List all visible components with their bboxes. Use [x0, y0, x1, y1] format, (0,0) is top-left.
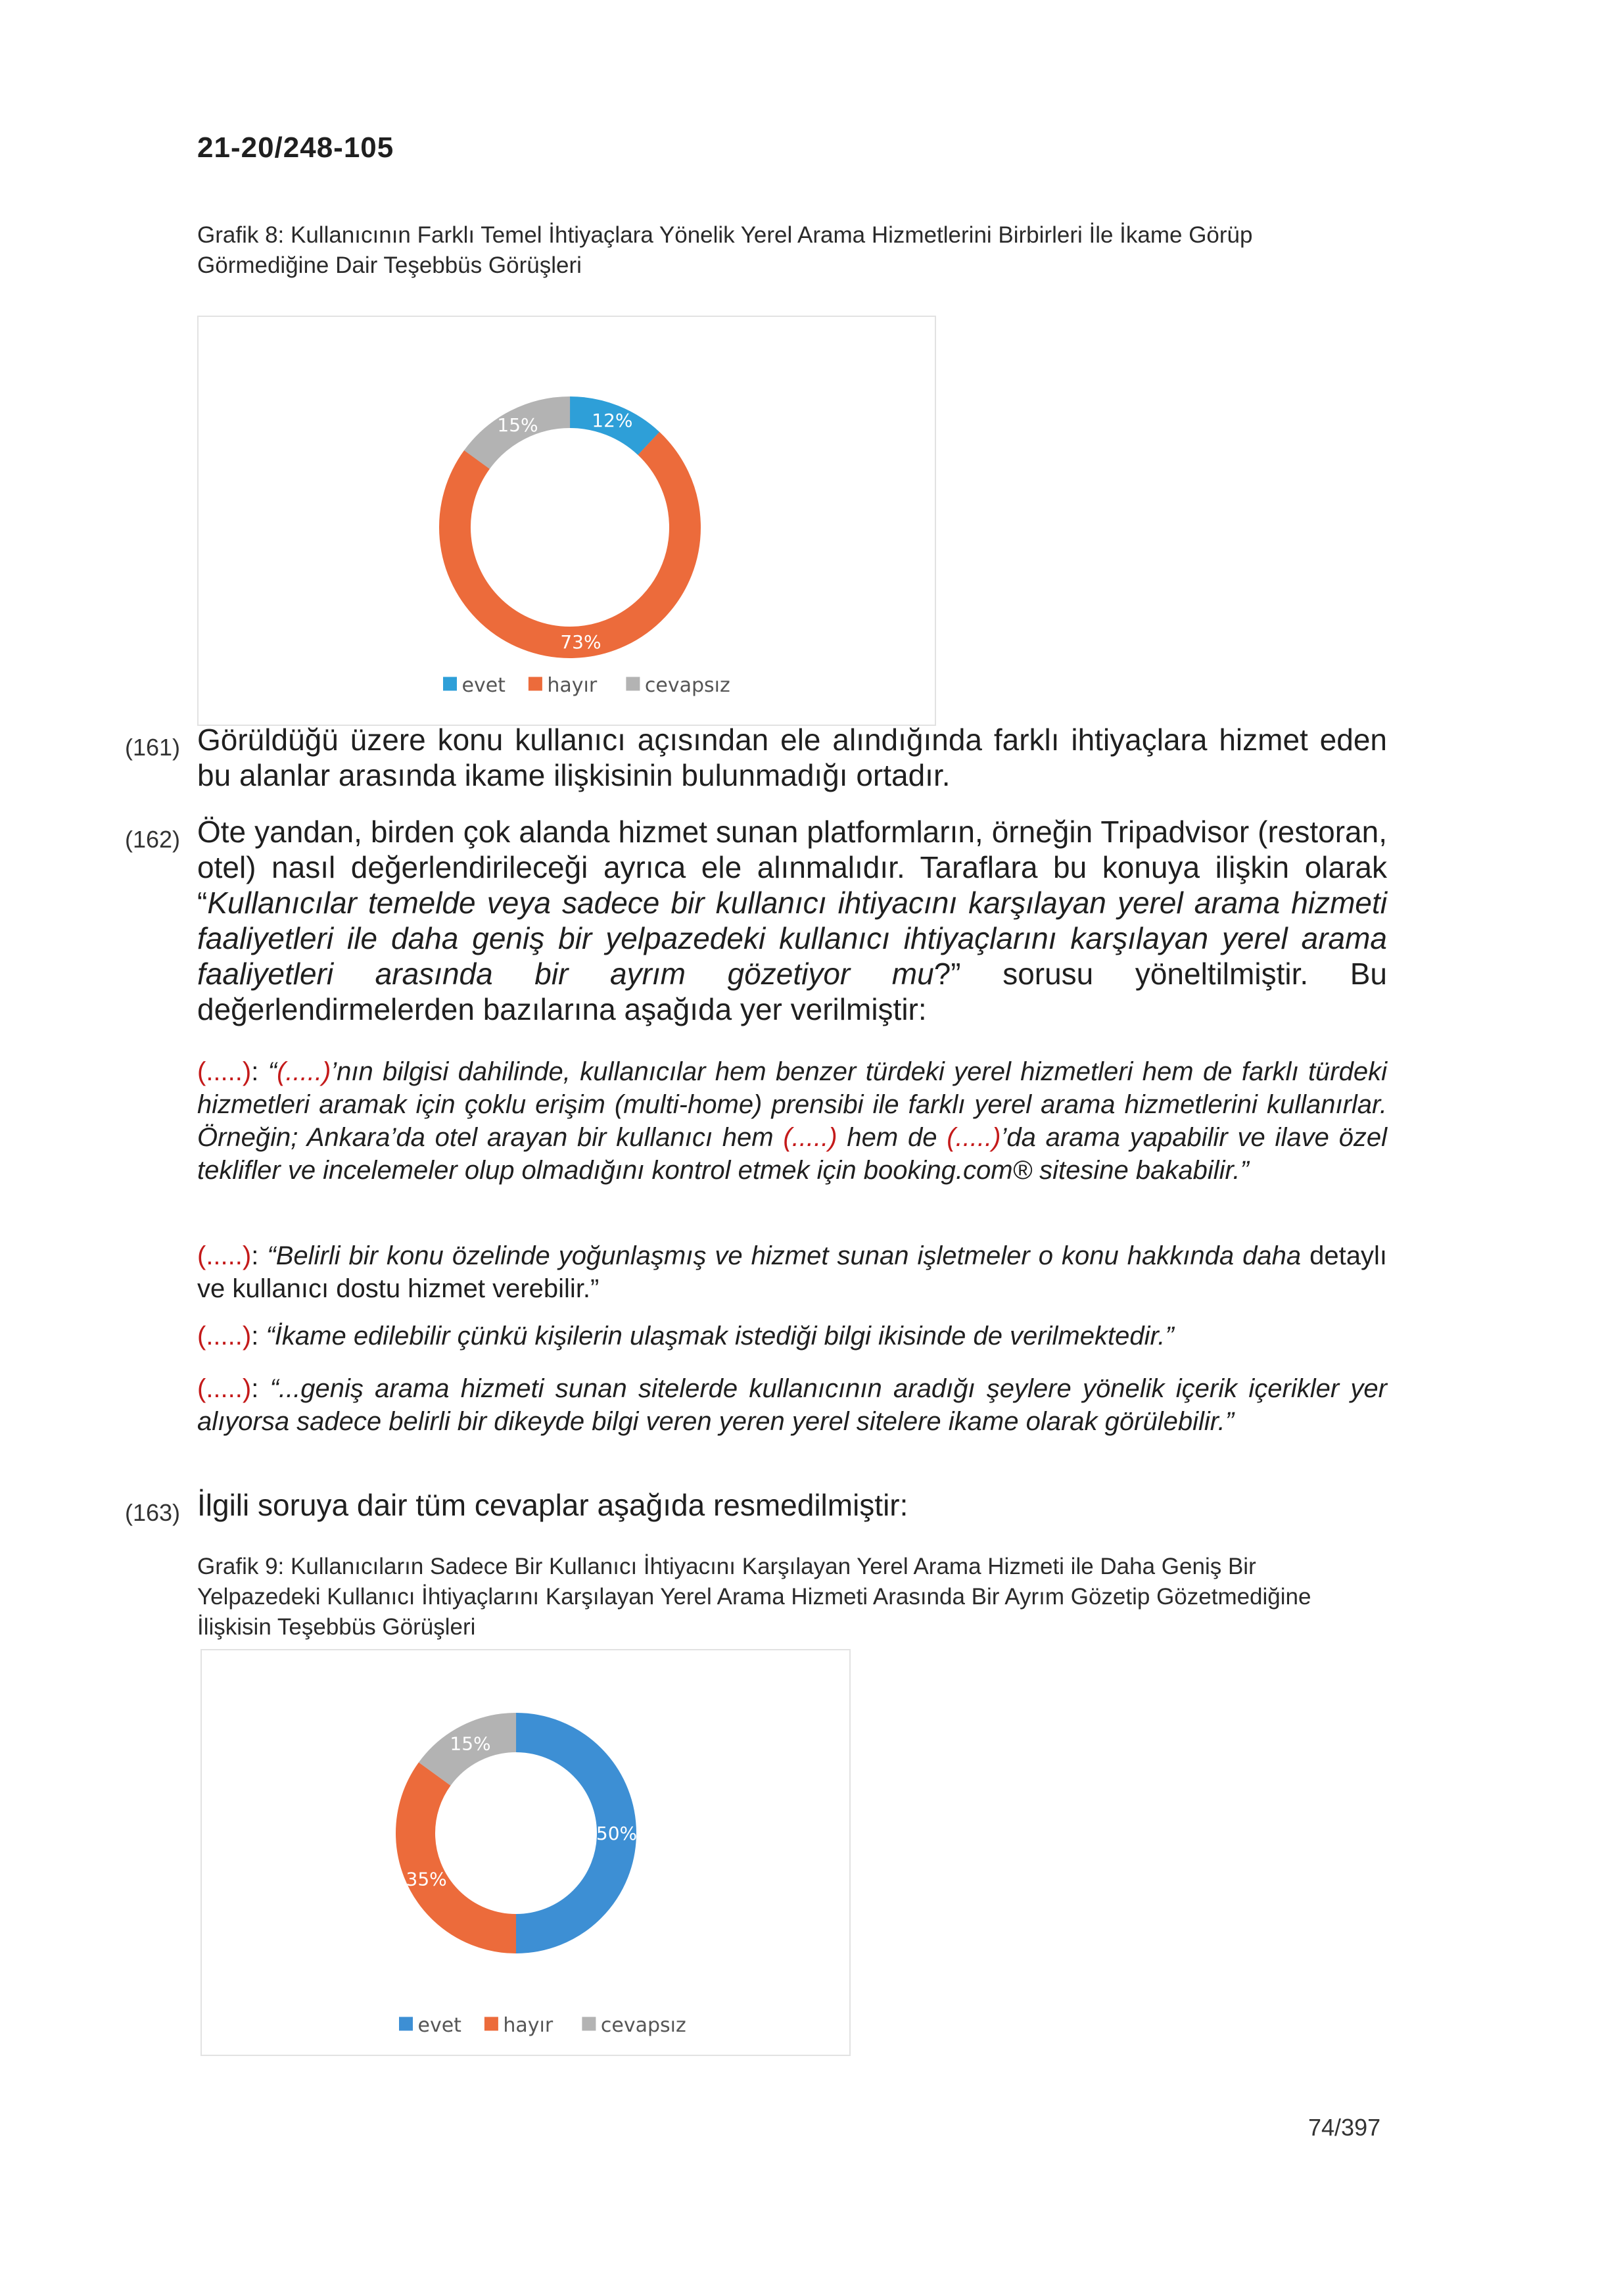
chart8-caption: Grafik 8: Kullanıcının Farklı Temel İhtiyaçlara Yönelik Yerel Arama Hizmetlerini Birbirleri İle İkame Görüp Görmediğine Dair Teşebbüs Görüşleri — [197, 222, 1253, 278]
separator: : — [251, 1241, 268, 1270]
quote-text: ’da arama yapabilir ve ilave özel teklifler ve incelemeler olup olmadığını kontrol etmek için booking.com® sitesine bakabilir.” — [197, 1123, 1387, 1185]
chart8-svg — [199, 317, 935, 725]
redacted-marker: (.....) — [197, 1057, 252, 1086]
legend-label-evet: evet — [461, 674, 506, 697]
legend-swatch-evet — [443, 677, 457, 691]
quote-2 — [197, 1239, 1387, 1305]
question-italic: Kullanıcılar temelde veya sadece bir kullanıcı ihtiyacını karşılayan yerel arama hizmeti faaliyetleri ile daha geniş bir yelpazedeki kullanıcı ihtiyaçlarını karşılayan yerel arama faaliyetleri arasında bir ayrım gözetiyor mu — [197, 886, 1387, 991]
quote-text: “Belirli bir konu özelinde yoğunlaşmış ve hizmet sunan işletmeler o konu hakkında daha — [267, 1241, 1302, 1270]
legend-swatch-hayır — [529, 677, 542, 691]
quote-text: detaylı ve kullanıcı dostu hizmet verebilir.” — [197, 1241, 1388, 1303]
quote-text: hem de — [837, 1123, 947, 1152]
legend-label-hayır: hayır — [503, 2014, 554, 2037]
paragraph-number: (162) — [125, 826, 181, 853]
redacted-marker: (.....) — [783, 1123, 837, 1152]
legend-swatch-evet — [399, 2017, 413, 2031]
paragraph-text-part: ?” sorusu yöneltilmiştir. Bu değerlendirmelerden bazılarına aşağıda yer verilmiştir: — [197, 957, 1387, 1026]
quote-3 — [197, 1320, 1387, 1352]
data-label-hayır: 35% — [406, 1868, 447, 1890]
page-number: 74/397 — [1308, 2114, 1381, 2141]
quote-open: “ — [268, 1057, 277, 1086]
paragraph-161 — [125, 722, 1387, 793]
chart9-caption: Grafik 9: Kullanıcıların Sadece Bir Kullanıcı İhtiyacını Karşılayan Yerel Arama Hizmeti ile Daha Geniş Bir Yelpazedeki Kullanıcı İhtiyaçlarını Karşılayan Yerel Arama Hizmeti Arasında Bir Ayrım Gözetip Gözetmediğine İlişkisin Teşebbüs Görüşleri — [197, 1554, 1311, 1640]
paragraph-text-part: Öte yandan, birden çok alanda hizmet sunan platformların, örneğin Tripadvisor (restoran, otel) nasıl değerlendirileceği ayrıca ele alınmalıdır. Taraflara bu konuya ilişkin olarak “ — [197, 815, 1387, 920]
separator: : — [251, 1374, 270, 1403]
data-label-evet: 50% — [596, 1822, 638, 1844]
redacted-marker: (.....) — [947, 1123, 1001, 1152]
legend-label-cevapsız: cevapsız — [644, 674, 730, 697]
paragraph-163 — [125, 1487, 1387, 1526]
data-label-hayır: 73% — [560, 631, 601, 654]
separator: : — [251, 1057, 268, 1086]
redacted-marker: (.....) — [197, 1374, 252, 1403]
paragraph-number: (163) — [125, 1499, 181, 1526]
paragraph-text: İlgili soruya dair tüm cevaplar aşağıda resmedilmiştir: — [197, 1488, 908, 1522]
document-id: 21-20/248-105 — [197, 132, 394, 164]
legend-label-hayır: hayır — [547, 674, 598, 697]
paragraph-number: (161) — [125, 734, 181, 761]
redacted-marker: (.....) — [197, 1241, 252, 1270]
data-label-cevapsız: 15% — [450, 1733, 491, 1755]
chart9-svg — [202, 1650, 849, 2055]
paragraph-text: Görüldüğü üzere konu kullanıcı açısından ele alındığında farklı ihtiyaçlara hizmet eden bu alanlar arasında ikame ilişkisinin bulunmadığı ortadır. — [197, 723, 1387, 792]
legend-label-evet: evet — [417, 2014, 461, 2037]
legend-swatch-hayır — [484, 2017, 498, 2031]
quote-text: “...geniş arama hizmeti sunan sitelerde kullanıcının aradığı şeylere yönelik içerik içerikler yer alıyorsa sadece belirli bir dikeyde bilgi veren yeren yerel sitelere ikame olarak görülebilir.” — [197, 1374, 1387, 1436]
quote-text: “İkame edilebilir çünkü kişilerin ulaşmak istediği bilgi ikisinde de verilmektedir.” — [266, 1322, 1174, 1351]
separator: : — [251, 1322, 266, 1351]
chart9-box — [200, 1649, 851, 2056]
data-label-evet: 12% — [592, 410, 633, 432]
quote-4 — [197, 1372, 1387, 1438]
legend-label-cevapsız: cevapsız — [600, 2014, 686, 2037]
legend-swatch-cevapsız — [626, 677, 640, 691]
legend-swatch-cevapsız — [582, 2017, 596, 2031]
redacted-marker: (.....) — [197, 1322, 252, 1351]
data-label-cevapsız: 15% — [497, 414, 538, 436]
paragraph-162 — [125, 814, 1387, 1027]
paragraph-text — [197, 814, 1387, 1027]
redacted-marker: (.....) — [277, 1057, 331, 1086]
quote-1 — [197, 1055, 1387, 1187]
quote-text: ’nın bilgisi dahilinde, kullanıcılar hem benzer türdeki yerel hizmetleri hem de farklı türdeki hizmetleri aramak için çoklu erişim (multi-home) prensibi ile farklı yerel arama hizmetlerini kullanırlar. Örneğin; Ankara’da otel arayan bir kullanıcı hem — [197, 1057, 1388, 1152]
chart8-box — [197, 316, 936, 726]
